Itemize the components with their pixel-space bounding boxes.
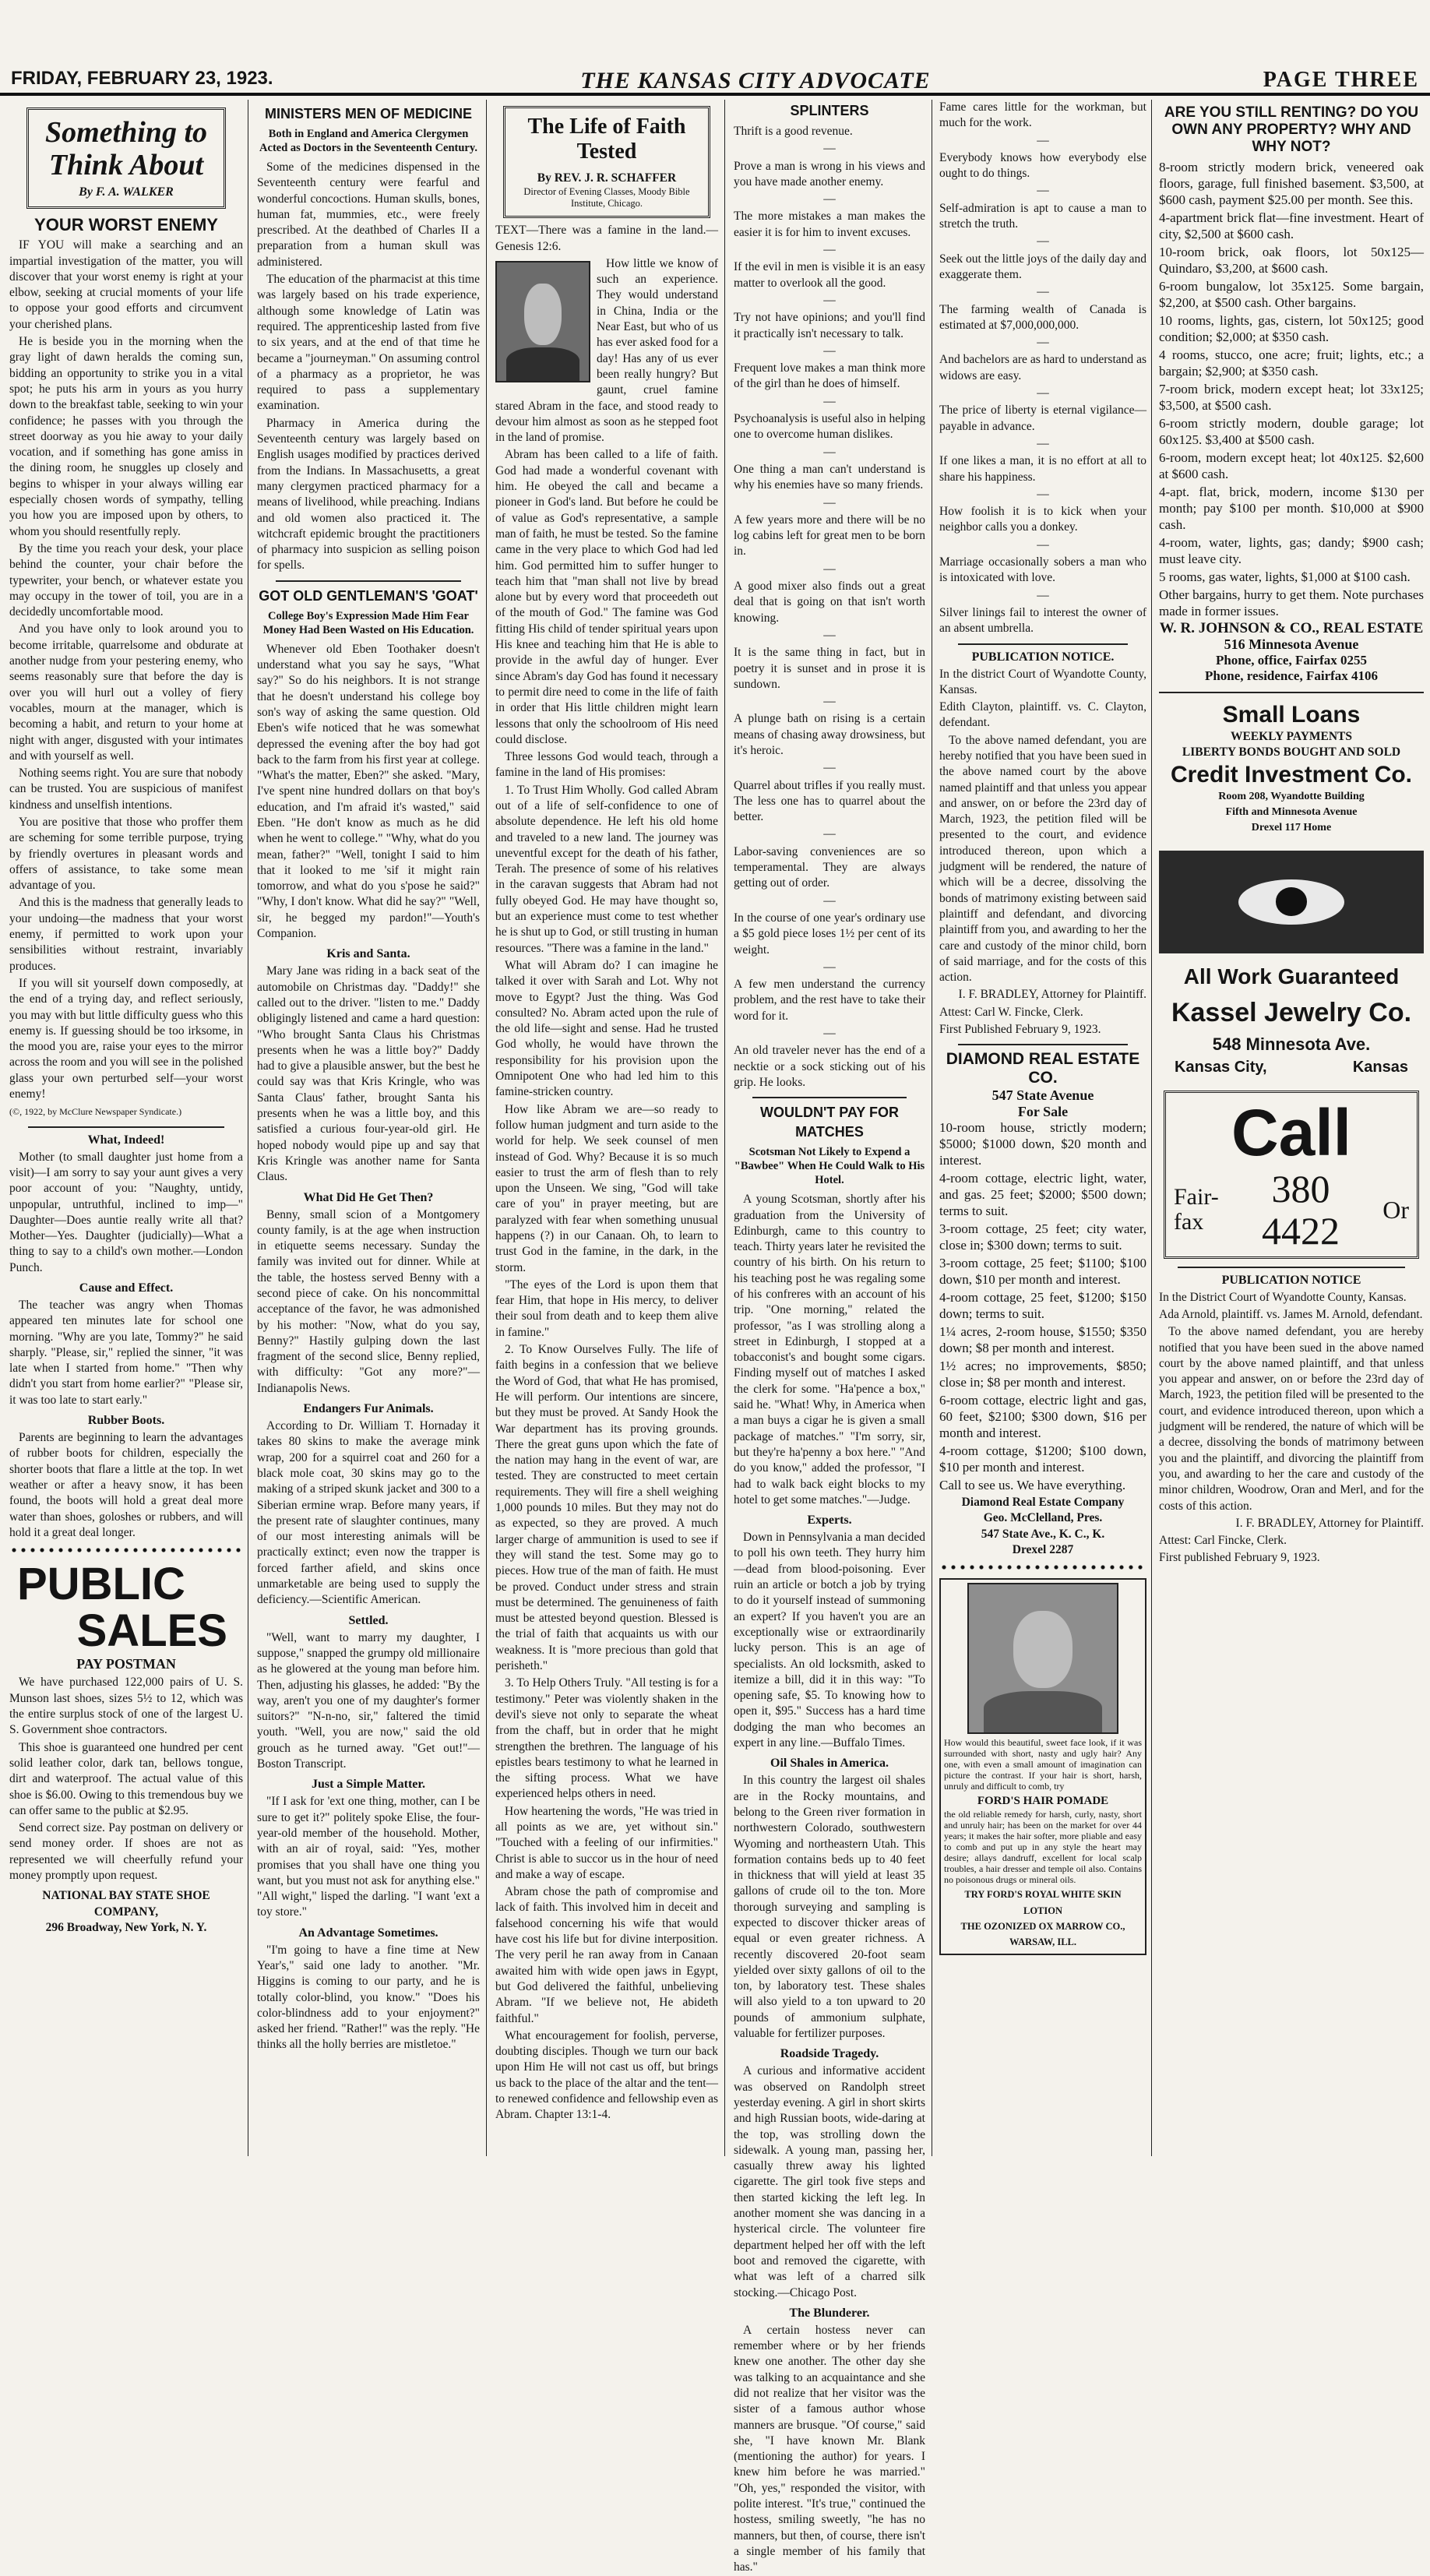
item-separator: — bbox=[1037, 336, 1049, 350]
ad-city-row bbox=[1159, 1056, 1424, 1078]
paragraph: Parents are beginning to learn the advantages of rubber boots for children, especially the shorter boots that flare a little at the top. In wet weather or after a heavy snow, it has been found, the boots will hold a great deal more water than shoes, goloshes or rubbers, and will hold it a great deal longer. bbox=[9, 1431, 243, 1539]
divider bbox=[1178, 1267, 1405, 1268]
call-ad bbox=[1164, 1091, 1419, 1259]
splinter-item: A good mixer also finds out a great deal that is going on that isn't worth knowing. bbox=[734, 580, 925, 625]
ad-city: Kansas City, bbox=[1175, 1058, 1267, 1076]
paragraph: According to Dr. William T. Hornaday it takes 80 skins to make the average mink wrap, 200 for a squirrel coat and 260 for a black mole coat, 30 skins may go to the making of a striped skunk jacket and 300 to a Siberian ermine wrap. Before many years, if the present rate of slaughter continues, many of our most interesting animals will be practically extinct; even now the trapper is forced farther afield, and skins once unmarketable are being used to supply the deficiency.—Scientific American. bbox=[257, 1419, 480, 1607]
ad-address: 516 Minnesota Avenue bbox=[1224, 636, 1359, 653]
item-separator: — bbox=[823, 445, 836, 459]
short-item: Fame cares little for the workman, but much for the work. bbox=[939, 100, 1146, 130]
paragraph: 3. To Help Others Truly. "All testing is for a testimony." Peter was violently shaken in the devil's sieve not only to separate the wheat from the chaff, but in order that he might strengthen the brethren. The language of his epistles bears testimony to what he learned in the sifting process. What we have experienced helps others in need. bbox=[495, 1676, 718, 1801]
splinter-item: Try not have opinions; and you'll find it practically isn't necessary to talk. bbox=[734, 311, 925, 340]
paragraph: A certain hostess never can remember where or by her friends knew one another. The other day she was talking to an acquaintance and she did not realize that her visitor was the sister of a famous author whose manners are brusque. "Of course," said she, "I have known Mr. Blank (mentioning the author) for years. I knew him before he was married." "Oh, yes," responded the visitor, with polite interest. "It's true," continued the hostess, smiling sweetly, "he has no manners, but then, of course, there isn't a single member of his family that has." bbox=[734, 2323, 925, 2574]
masthead-date: FRIDAY, FEBRUARY 23, 1923. bbox=[11, 68, 273, 89]
item-separator: — bbox=[823, 344, 836, 358]
call-number-1: 380 bbox=[1271, 1166, 1330, 1210]
splinter-item: Psychoanalysis is useful also in helping one to overcome human dislikes. bbox=[734, 412, 925, 442]
item-separator: — bbox=[823, 695, 836, 709]
notice-body: To the above named defendant, you are hereby notified that you have been sued in the above named court by the above named plaintiff and that unless you appear and answer, on or before the 23rd day of March, 1923, the petition filed will be presented to the court, and evidence introduced thereon, upon which a judgment will be rendered, the nature of which will be a decree, dissolving the bonds of matrimony existing between said plaintiff and defendant, and divorcing plaintiff from you, and awarding to her the care and custody of the minor child, born of said marriage, and for the costs of this action. bbox=[939, 733, 1146, 985]
ad-state: Kansas bbox=[1352, 1058, 1408, 1076]
paragraph: How heartening the words, "He was tried in all points as we are, yet without sin." "Touched with a feeling of our infirmities." Christ is able to succor us in the hour of need and make a way of escape. bbox=[495, 1804, 718, 1881]
ad-address: 296 Broadway, New York, N. Y. bbox=[45, 1920, 207, 1934]
item-separator: — bbox=[823, 142, 836, 156]
ad-subtitle: PAY POSTMAN bbox=[76, 1656, 176, 1672]
column-rule bbox=[486, 100, 487, 2156]
call-number-2: 4422 bbox=[1261, 1208, 1340, 1253]
splinter-item: The more mistakes a man makes the easier it is for him to invent excuses. bbox=[734, 210, 925, 239]
item-separator: — bbox=[1037, 386, 1049, 400]
ad-footer: TRY FORD'S ROYAL WHITE SKIN LOTION bbox=[964, 1889, 1122, 1916]
call-exchange bbox=[1174, 1185, 1219, 1235]
item-separator: — bbox=[1037, 588, 1049, 602]
paragraph: How little we know of such an experience. They would understand in China, India or the Near East, but who of us has ever asked food for a day! Has any of us ever been really hungry? But gaunt, cruel famine stared Abram in the face, and stood ready to devour him almost as soon as he stepped foot in the land of promise. bbox=[495, 256, 718, 445]
paragraph: Whenever old Eben Toothaker doesn't understand what you say he says, "What say?" So do his neighbors. It is not strange that he doesn't understand his college boy son's way of asking the same question. Old Eben's wife noticed that he was somewhat depressed the evening after the boy had got back to the farm from his first year at college. "What's the matter, Eben?" she asked. "Mary, I've spent nine hundred dollars on that boy's education, and I'm afraid it's wasted," said Eben. "He don't know as much as he did when he went to college." "Why, what do you mean, father?" "Well, tonight I said to him that it looked to me 'sif it might rain tomorrow, and what do you s'pose he said?" "Why, I don't know. What did he say?" "Well, sir, he begged my pardon!"—Youth's Companion. bbox=[257, 642, 480, 941]
portrait-face bbox=[1013, 1611, 1072, 1688]
splinter-item: In the course of one year's ordinary use a $5 gold piece loses 1½ per cent of its weight. bbox=[734, 911, 925, 957]
notice-attest: Attest: Carl Fincke, Clerk. bbox=[1159, 1534, 1287, 1548]
article-headline: YOUR WORST ENEMY bbox=[34, 215, 218, 235]
item-separator: — bbox=[1037, 184, 1049, 198]
splinter-item: Labor-saving conveniences are so temperamental. They are always getting out of order. bbox=[734, 844, 925, 890]
item-separator: — bbox=[823, 562, 836, 576]
subheading: Roadside Tragedy. bbox=[780, 2047, 879, 2061]
article-deck: Both in England and America Clergymen Acted as Doctors in the Seventeenth Century. bbox=[259, 128, 477, 154]
ad-note: Other bargains, hurry to get them. Note purchases made in former issues. bbox=[1159, 587, 1424, 618]
ad-title: Small Loans bbox=[1222, 702, 1361, 728]
item-separator: — bbox=[823, 893, 836, 907]
listing-item: 10-room house, strictly modern; $5000; $1000 down, $20 month and interest. bbox=[939, 1119, 1146, 1168]
paragraph: 1. To Trust Him Wholly. God called Abram out of a life of self-confidence to one of absolute dependence. He left his old home and traveled to a new land. The journey was uneventful except for the death of his father, Terah. The presence of some of his relatives in the caravan suggests that Abram had not fully obeyed God. He may have thought so, but an experience must come to test whether he is shut up to God, or still trusting in human resources. "There was a famine in the land." bbox=[495, 783, 718, 955]
property-item: 6-room bungalow, lot 35x125. Some bargain, $2,200, at $500 cash. Other bargains. bbox=[1159, 279, 1424, 310]
divider bbox=[752, 1097, 907, 1098]
column-4 bbox=[734, 100, 925, 2574]
property-item: 5 rooms, gas water, lights, $1,000 at $100 cash. bbox=[1159, 569, 1411, 584]
subheading: Rubber Boots. bbox=[87, 1414, 165, 1428]
property-item: 6-room, modern except heat; lot 40x125. $2,600 at $600 cash. bbox=[1159, 450, 1424, 481]
ad-address: 548 Minnesota Ave. bbox=[1212, 1034, 1371, 1054]
article-headline: WOULDN'T PAY FOR MATCHES bbox=[760, 1105, 899, 1140]
paragraph: Some of the medicines dispensed in the Seventeenth century were fearful and wonderful concoctions. Human skulls, bones, human fat, mummies, etc., were freely prescribed. At the deathbed of Charles II a preparation from a human skull was administered. bbox=[257, 160, 480, 269]
divider bbox=[958, 643, 1128, 645]
portrait-coat bbox=[506, 347, 579, 381]
short-items-list bbox=[939, 100, 1146, 637]
item-separator: — bbox=[823, 960, 836, 974]
ad-title-sales: SALES bbox=[76, 1605, 227, 1657]
article-deck: College Boy's Expression Made Him Fear Money Had Been Wasted on His Education. bbox=[262, 609, 474, 636]
paragraph: What encouragement for foolish, perverse, doubting disciples. Though we turn our back upon Him He will not cast us off, but brings us back to the place of the altar and the tent—to renewed confidence and fellowship even as Abram. Chapter 13:1-4. bbox=[495, 2028, 718, 2122]
item-separator: — bbox=[1037, 436, 1049, 450]
property-item: 6-room strictly modern, double garage; lot 60x125. $3,400 at $500 cash. bbox=[1159, 416, 1424, 447]
splinter-item: Thrift is a good revenue. bbox=[734, 125, 853, 138]
subheading: What Did He Get Then? bbox=[303, 1190, 434, 1204]
paragraph: How like Abram we are—so ready to follow human judgment and turn aside to the world for help. We seek counsel of men instead of God. Why? Because it is so much easier to trust the arm of flesh than to rely upon the Unseen. We sing, "God will take care of you" in prayer meeting, but are paralyzed with fear when something unusual happens (?) in our Canaan. Oh, to learn to trust God in the famine, in the dark, in the storm. bbox=[495, 1102, 718, 1274]
kassel-jewelry-ad bbox=[1159, 961, 1424, 1078]
splinter-item: Frequent love makes a man think more of the girl than he does of himself. bbox=[734, 361, 925, 391]
paragraph: Benny, small scion of a Montgomery county family, is at the age when instruction in etiquette seems necessary. Sunday the family was invited out for dinner. While at the table, the hostess served Benny with a second piece of cake. On his noncommittal acceptance of the favor, he was admonished by his mother: "Now, what do you say, Benny?" Hastily gulping down the last fragment of the second slice, Benny replied, with difficulty: "Got any more?"—Indianapolis News. bbox=[257, 1207, 480, 1395]
item-separator: — bbox=[823, 1027, 836, 1041]
column-rule bbox=[724, 100, 725, 2156]
paragraph: 2. To Know Ourselves Fully. The life of faith begins in a confession that we believe the Word of God, that what He has promised, He will perform. Our intentions are sincere, but they must be proved. At Sandy Hook the War department has its proving grounds. There the great guns upon which the fate of the nation may hang in the event of war, are tested. They are constructed to meet certain requirements. They will fire a shell weighing 1,000 pounds 10 miles. But they may not do as expected, so they are proved. A much larger charge of ammunition is used to see if they will stand the test. Some may go to pieces. How true of the man of faith. He must be proved. Conduct under stress and strain must be determined. The genuineness of faith must be attested beyond question. Blessed is the trial of faith that acquaints us with our weakness. It is "more precious than gold that perisheth." bbox=[495, 1343, 718, 1673]
splinter-item: Prove a man is wrong in his views and you have made another enemy. bbox=[734, 159, 925, 189]
call-fax: fax bbox=[1174, 1208, 1204, 1235]
listing-item: 3-room cottage, 25 feet; $1100; $100 down, $10 per month and interest. bbox=[939, 1255, 1146, 1287]
paragraph: By the time you reach your desk, your place behind the counter, your chair before the typewriter, your bench, or whatever estate you may occupy in the tower of toil, you are in a decidedly uncomfortable mood. bbox=[9, 541, 243, 619]
paragraph: He is beside you in the morning when the gray light of dawn heralds the coming sun, bidding an opportunity to strike you in a vital spot; he puts his arm in yours as you hurry down to the breakfast table, seeking to win your confidence; he passes with you through the street doorway as you hie away to your daily vocation, and if something has gone amiss in the dining room, he snuggles up closely and begins to whisper in your always willing ear especially chosen words of sympathy, telling you how you are imposed upon by others, to whom you should resentfully reply. bbox=[9, 335, 243, 538]
subheading: Cause and Effect. bbox=[79, 1281, 174, 1295]
call-fair: Fair- bbox=[1174, 1183, 1219, 1210]
paragraph: Abram chose the path of compromise and lack of faith. This involved him in deceit and falsehood concerning his wife that would have cost his life but for divine interposition. The very peril he ran away from in Canaan awaited him with wide open jaws in Egypt, but God delivered the faithful, unbelieving Abram. "If we believe not, He abideth faithful." bbox=[495, 1885, 718, 2025]
property-item: 4 rooms, stucco, one acre; fruit; lights, etc.; a bargain; $2,900; at $350 cash. bbox=[1159, 347, 1424, 379]
small-loans-ad bbox=[1159, 701, 1424, 836]
ad-president: Geo. McClelland, Pres. bbox=[983, 1511, 1103, 1525]
paragraph: "The eyes of the Lord is upon them that fear Him, that hope in His mercy, to deliver their soul from death and to keep them alive in famine." bbox=[495, 1277, 718, 1339]
item-separator: — bbox=[1037, 537, 1049, 551]
ad-title: DIAMOND REAL ESTATE CO. bbox=[946, 1050, 1140, 1087]
notice-attest: Attest: Carl W. Fincke, Clerk. bbox=[939, 1005, 1083, 1019]
dotted-border bbox=[9, 1545, 243, 1556]
item-separator: — bbox=[1037, 285, 1049, 299]
paragraph: You are positive that those who proffer them are scheming for some terrible purpose, trying by friendly overtures in pleasant words and offers of assistance, to take some mean advantage of you. bbox=[9, 815, 243, 893]
ad-firm: Kassel Jewelry Co. bbox=[1171, 997, 1412, 1027]
splinter-item: A few years more and there will be no log cabins left for great men to be born in. bbox=[734, 513, 925, 559]
subheading: Experts. bbox=[807, 1514, 852, 1528]
paragraph: The teacher was angry when Thomas appeared ten minutes late for school one morning. "Why are you late, Tommy?" he said sharply. "Please, sir," replied the sinner, "it was late when I started from home." "Then why didn't you start from home earlier?" "Please sir, it was too late to start early." bbox=[9, 1299, 243, 1407]
item-separator: — bbox=[823, 761, 836, 775]
listing-item: 6-room cottage, electric light and gas, 60 feet, $2100; $300 down, $16 per month and interest. bbox=[939, 1392, 1146, 1440]
short-item: The farming wealth of Canada is estimated at $7,000,000,000. bbox=[939, 302, 1146, 332]
hair-pomade-ad bbox=[939, 1578, 1146, 1954]
call-or: Or bbox=[1382, 1195, 1409, 1224]
ad-title-public: PUBLIC bbox=[17, 1559, 185, 1610]
listing-item: 1¼ acres, 2-room house, $1550; $350 down; $8 per month and interest. bbox=[939, 1323, 1146, 1355]
ad-phone: Drexel 2287 bbox=[1012, 1542, 1074, 1556]
short-item: How foolish it is to kick when your neighbor calls you a donkey. bbox=[939, 505, 1146, 534]
listing-item: 4-room cottage, 25 feet, $1200; $150 down; terms to suit. bbox=[939, 1289, 1146, 1321]
ad-subtitle: WEEKLY PAYMENTS bbox=[1230, 730, 1353, 744]
item-separator: — bbox=[823, 827, 836, 841]
ad-phone: Phone, residence, Fairfax 4106 bbox=[1204, 668, 1379, 683]
ad-address: Room 208, Wyandotte Building bbox=[1218, 790, 1365, 802]
ad-caption: How would this beautiful, sweet face look, if it was surrounded with short, nasty and ugly hair? Any one, with even a small amount of imagination can picture the contrast. If your hair is short, harsh, unruly and difficult to comb, try bbox=[944, 1737, 1142, 1792]
call-word: Call bbox=[1231, 1095, 1352, 1169]
paragraph: If you will sit yourself down composedly, at the end of a trying day, and reflect seriously, you may with but little difficulty guess who this enemy is. If guessing should be too irksome, in the mood you are, raise your eyes to the mirror across the room and you will see in the polished glass your own perturbed self—your worst enemy! bbox=[9, 976, 243, 1101]
item-separator: — bbox=[823, 628, 836, 642]
paragraph: Three lessons God would teach, through a famine in the land of His promises: bbox=[495, 750, 718, 780]
divider bbox=[28, 1126, 224, 1128]
ad-firm: W. R. JOHNSON & CO., REAL ESTATE bbox=[1159, 620, 1424, 636]
subheading: What, Indeed! bbox=[87, 1133, 165, 1147]
paragraph: The education of the pharmacist at this time was largely based on his trade experience, although some knowledge of Latin was required. The apprenticeship lasted from five to six years, and at the end of that time he became a "journeyman." On assuming control of a pharmacy as a proprietor, he was required to pass a supplementary examination. bbox=[257, 273, 480, 413]
notice-court: In the district Court of Wyandotte County, Kansas. bbox=[939, 667, 1146, 696]
paragraph: Down in Pennsylvania a man decided to poll his own teeth. They hurry him—dead from blood-poisoning. Ever ruin an article or botch a job by trying to do it yourself instead of summoning an expert? If you haven't you are an exceptionally wise or extraordinarily lucky person. This is an age of specialists. An old locksmith, asked to itemize a bill, did it in this way: "To opening safe, $5. To knowing how to open it, $95." Success has a hard time dodging the man who becomes an expert in any line.—Buffalo Times. bbox=[734, 1531, 925, 1750]
paragraph: Abram has been called to a life of faith. God had made a wonderful covenant with him. He obeyed the call and became a pioneer in God's land. But before he could be of value as God's representative, a sample man of faith, he must be tested. So the famine came in the very place to which God had led him. God permitted him to suffer hunger to teach him that "man shall not live by bread alone but by every word that proceedeth out of the mouth of God." The famine was God fitting His child of tender spiritual years upon His knee and teaching him that He is able to provide in the awful day of hunger. Ever since Abram's day God has found it necessary to permit dire need to come in the life of faith in order that His little children might learn lessons that only the schoolroom of His need could disclose. bbox=[495, 448, 718, 746]
diamond-real-estate-ad bbox=[939, 1050, 1146, 1558]
splinter-item: A few men understand the currency problem, and the rest have to take their word for it. bbox=[734, 978, 925, 1023]
property-item: 8-room strictly modern brick, veneered oak floors, garage, full finished basement. $3,500, at $600 cash, payment $25.00 per month. See this. bbox=[1159, 160, 1424, 207]
short-item: Silver linings fail to interest the owner of an absent umbrella. bbox=[939, 605, 1146, 636]
divider bbox=[276, 580, 461, 582]
divider bbox=[958, 1044, 1128, 1045]
dotted-border bbox=[939, 1563, 1146, 1573]
notice-body: To the above named defendant, you are hereby notified that you have been sued in the above named court by the above named plaintiff, and that unless you appear and answer, on or before the 23rd day of March, 1923, the petition filed will be presented to the court, and evidence introduced thereon, upon which a judgment will be rendered, the nature of which will be a decree, dissolving the bonds of matrimony between you and the plaintiff, and divorcing the plaintiff from you, and awarding to her the care and custody of the minor children, Woodrow, Oran and Merl, and for the costs of this action. bbox=[1159, 1325, 1424, 1513]
short-item: The price of liberty is eternal vigilance—payable in advance. bbox=[939, 403, 1146, 433]
box-byline: By F. A. WALKER bbox=[79, 185, 174, 199]
copyright-line: (©, 1922, by McClure Newspaper Syndicate.) bbox=[9, 1106, 182, 1118]
masthead-page: PAGE THREE bbox=[1263, 68, 1419, 92]
paragraph: This shoe is guaranteed one hundred per cent solid leather color, dark tan, bellows tongue, dirt and waterproof. The actual value of this shoe is $6.00. Owing to this tremendous buy we can offer same to the public at $2.95. bbox=[9, 1740, 243, 1817]
ad-subtitle: LIBERTY BONDS BOUGHT AND SOLD bbox=[1182, 745, 1401, 759]
ad-firm: Credit Investment Co. bbox=[1170, 761, 1413, 788]
subheading: Kris and Santa. bbox=[326, 947, 410, 961]
short-item: Marriage occasionally sobers a man who is intoxicated with love. bbox=[939, 555, 1146, 585]
ad-company: THE OZONIZED OX MARROW CO., WARSAW, ILL. bbox=[960, 1921, 1125, 1948]
notice-signature: I. F. BRADLEY, Attorney for Plaintiff. bbox=[958, 988, 1146, 1002]
splinters-headline: SPLINTERS bbox=[790, 103, 869, 118]
call-numbers bbox=[1174, 1168, 1409, 1252]
paragraph: A young Scotsman, shortly after his graduation from the University of Edinburgh, came to this country to teach. Thirty years later he revisited the country of his birth. On his return to his teaching post he was regaling some of his confreres with an account of his trip. "One morning," related the professor, "as I was strolling along a street in Edinburgh, I stopped at a tobacconist's and bought some cigars. Finding myself out of matches I asked the clerk for some. "Ha'pence a box," said he. "What! Why, in America when a man buys a cigar he is given a small package of matches." "I'm sorry, sir, but they're ha'penny a box here." "And do you know," added the professor, "I had to walk back eight blocks to my hotel to get some matches."—Judge. bbox=[734, 1193, 925, 1506]
life-of-faith-box bbox=[503, 106, 710, 218]
ad-body: the old reliable remedy for harsh, curly, nasty, short and unruly hair; has been on the market for over 44 years; it makes the hair softer, more pliable and easy to comb and put up in any style the heart may desire; allays dandruff, excellent for local scalp troubles, a hair dresser and temple oil also. Contains no poisonous drugs or mineral oils. bbox=[944, 1809, 1142, 1886]
column-2 bbox=[257, 100, 480, 2156]
listing-item: 3-room cottage, 25 feet; city water, close in; $300 down; terms to suit. bbox=[939, 1221, 1146, 1253]
item-separator: — bbox=[823, 192, 836, 206]
subheading: Endangers Fur Animals. bbox=[303, 1402, 434, 1416]
paragraph: Mary Jane was riding in a back seat of the automobile on Christmas day. "Daddy!" she called out to the driver. "listen to me." Daddy obligingly listened and came a hard question: "Who brought Santa Claus his Christmas presents when he was a little boy?" Daddy had to give a plausible answer, but the best he could say was that Kris Kringle, who was Santa Claus' father, brought Santa his presents when he was a little boy, and this satisfied a curious four-year-old girl. He hoped nobody would pipe up and say that Kris Kringle was another name for Santa Claus. bbox=[257, 964, 480, 1184]
box-credit: Director of Evening Classes, Moody Bible Institute, Chicago. bbox=[523, 186, 690, 210]
listing-item: 4-room cottage, $1200; $100 down, $10 per month and interest. bbox=[939, 1443, 1146, 1475]
splinter-item: A plunge bath on rising is a certain means of chasing away drowsiness, but it's heroic. bbox=[734, 712, 925, 757]
article-headline: ARE YOU STILL RENTING? DO YOU OWN ANY PROPERTY? WHY AND WHY NOT? bbox=[1164, 104, 1419, 155]
masthead bbox=[0, 66, 1430, 96]
item-separator: — bbox=[823, 495, 836, 509]
paragraph: In this country the largest oil shales are in the Rocky mountains, and belong to the Green river formation in northwestern Colorado, southwestern Wyoming and northeastern Utah. This formation contains beds up to 40 feet in thickness that will yield at least 35 gallons of crude oil to the ton. More thorough surveying and sampling is expected to discover thicker areas of equal or even greater richness. A recently discovered 20-foot seam yielded over sixty gallons of oil to the ton, by laboratory test. These shales will also yield to a ton upward to 20 pounds of ammonium sulphate, valuable for fertilizer purposes. bbox=[734, 1774, 925, 2041]
short-item: If one likes a man, it is no effort at all to share his happiness. bbox=[939, 454, 1146, 484]
listing-item: 4-room cottage, electric light, water, and gas. 25 feet; $2000; $500 down; terms to suit. bbox=[939, 1170, 1146, 1218]
portrait-hair bbox=[984, 1691, 1102, 1732]
item-separator: — bbox=[823, 243, 836, 257]
paragraph: "If I ask for 'ext one thing, mother, can I be sure to get it?" politely spoke Elise, the four-year-old member of the household. Mother, with an air of royal, said: "Yes, mother promises that you shall have one thing you want, but you must not ask for anything else." "All wight," lisped the darling. "I want 'ext a toy store." bbox=[257, 1795, 480, 1919]
short-item: Everybody knows how everybody else ought to do things. bbox=[939, 150, 1146, 181]
column-6 bbox=[1159, 100, 1424, 2156]
notice-signature: I. F. BRADLEY, Attorney for Plaintiff. bbox=[1235, 1516, 1424, 1530]
public-sales-ad bbox=[9, 1561, 243, 1936]
article-headline: MINISTERS MEN OF MEDICINE bbox=[264, 106, 472, 122]
ad-firm: Diamond Real Estate Company bbox=[961, 1495, 1125, 1509]
notice-parties: Edith Clayton, plaintiff. vs. C. Clayton, defendant. bbox=[939, 700, 1146, 730]
short-item: Self-admiration is apt to cause a man to stretch the truth. bbox=[939, 201, 1146, 231]
listing-list bbox=[939, 1119, 1146, 1475]
column-3 bbox=[495, 100, 718, 2156]
notice-title: PUBLICATION NOTICE bbox=[1221, 1273, 1361, 1287]
subheading: Settled. bbox=[348, 1613, 389, 1627]
notice-title: PUBLICATION NOTICE. bbox=[971, 650, 1115, 664]
column-5 bbox=[939, 100, 1146, 2156]
paragraph: And this is the madness that generally leads to your undoing—the madness that your worst enemy, if permitted to work upon your sensibilities without restraint, invariably produces. bbox=[9, 896, 243, 973]
property-item: 7-room brick, modern except heat; lot 33x125; $3,500, at $500 cash. bbox=[1159, 382, 1424, 413]
subheading: An Advantage Sometimes. bbox=[298, 1926, 439, 1940]
subheading: Oil Shales in America. bbox=[770, 1757, 889, 1771]
paragraph: Send correct size. Pay postman on delivery or send money order. If shoes are not as represented we will cheerfully refund your money promptly upon request. bbox=[9, 1821, 243, 1883]
property-item: 4-apartment brick flat—fine investment. Heart of city, $2,500 at $600 cash. bbox=[1159, 210, 1424, 241]
splinter-item: One thing a man can't understand is why his enemies have so many friends. bbox=[734, 462, 925, 492]
eye-illustration bbox=[1159, 851, 1424, 953]
something-to-think-about-box bbox=[26, 107, 226, 209]
paragraph: "I'm going to have a fine time at New Year's," said one lady to another. "Mr. Higgins is coming to our party, and he is totally color-blind, you know." "Does his color-blindness add to your enjoyment?" asked her friend. "Rather!" was the reply. "He thinks all the holly berries are mistletoe." bbox=[257, 1943, 480, 2052]
property-list bbox=[1159, 159, 1424, 585]
splinter-item: An old traveler never has the end of a necktie or a sock sticking out of his grip. He looks. bbox=[734, 1044, 925, 1089]
paragraph: A curious and informative accident was observed on Randolph street yesterday evening. A girl in short skirts and high Russian boots, wide-daring at the top, was strolling down the sidewalk. A young man, passing her, casually threw away his lighted cigarette. The girl took five steps and then started kicking the left leg. In another moment she was dancing in a hysterical circle. The volunteer fire department helped her off with the left boot and removed the cigarette, with what was left of a charred silk stocking.—Chicago Post. bbox=[734, 2064, 925, 2299]
masthead-title: THE KANSAS CITY ADVOCATE bbox=[580, 68, 931, 93]
item-separator: — bbox=[1037, 234, 1049, 248]
splinter-item: If the evil in men is visible it is an easy matter to overlook all the good. bbox=[734, 260, 925, 290]
scripture-text: TEXT—There was a famine in the land.—Genesis 12:6. bbox=[495, 224, 718, 253]
property-item: 4-apt. flat, brick, modern, income $130 per month; pay $100 per month. $10,000 at $900 cash. bbox=[1159, 485, 1424, 532]
article-headline: GOT OLD GENTLEMAN'S 'GOAT' bbox=[259, 587, 478, 604]
splinter-item: It is the same thing in fact, but in poetry it is sunset and in prose it is sundown. bbox=[734, 646, 925, 691]
item-separator: — bbox=[1037, 133, 1049, 147]
divider bbox=[1159, 692, 1424, 693]
paragraph: And you have only to look around you to become irritable, quarrelsome and obdurate at another nudge from your pestering enemy, who seems reasonably sure that before the day is over you will hurl out a volley of fiery vocables, mourn at the manager, which is becoming a habit, and return to your home at night with anger, disgusted with your intimates and with yourself as well. bbox=[9, 622, 243, 763]
box-title: The Life of Faith Tested bbox=[527, 115, 686, 164]
column-rule bbox=[1151, 100, 1152, 2156]
call-number-stack bbox=[1262, 1168, 1340, 1252]
box-byline: By REV. J. R. SCHAFFER bbox=[537, 171, 677, 185]
item-separator: — bbox=[1037, 487, 1049, 501]
short-item: Seek out the little joys of the daily day and exaggerate them. bbox=[939, 252, 1146, 281]
splinters-list bbox=[734, 124, 925, 1091]
ad-address: Fifth and Minnesota Avenue bbox=[1225, 806, 1358, 819]
paragraph: IF YOU will make a searching and an impartial investigation of the matter, you will discover that your worst enemy is right at your elbow, seeking at crucial moments of your life to oppose your good efforts and circumvent your cherished plans. bbox=[9, 238, 243, 331]
ad-address: 547 State Ave., K. C., K. bbox=[981, 1527, 1105, 1541]
ad-company: NATIONAL BAY STATE SHOE COMPANY, bbox=[42, 1889, 210, 1919]
paragraph: "Well, want to marry my daughter, I suppose," snapped the grumpy old millionaire as he glowered at the young man before him. Then, adjusting his glasses, he added: "By the way, aren't you one of my daughter's former suitors?" "N-n-no, sir," faltered the timid youth. "Well, you are now," said the old grouch as he turned away. "Get out!"—Boston Transcript. bbox=[257, 1630, 480, 1771]
paragraph: We have purchased 122,000 pairs of U. S. Munson last shoes, sizes 5½ to 12, which was the entire surplus stock of one of the largest U. S. Government shoe contractors. bbox=[9, 1676, 243, 1737]
ad-for-sale: For Sale bbox=[1017, 1103, 1069, 1119]
paragraph: Mother (to small daughter just home from a visit)—I am sorry to say your aunt gives a very poor account of you: "Naughty, untidy, unpopular, untruthful, inclined to imp—" Daughter—Does auntie really write all that? Mother—Yes. Daughter (judicially)—What a thing to say to a child's own mother.—London Punch. bbox=[9, 1150, 243, 1274]
box-title: Something to Think About bbox=[45, 116, 207, 181]
subheading: Just a Simple Matter. bbox=[311, 1778, 426, 1792]
subheading: The Blunderer. bbox=[789, 2306, 870, 2320]
portrait-face bbox=[524, 284, 561, 345]
paragraph: Pharmacy in America during the Seventeenth century was largely based on English usages modified by practices derived from the Indians. In Massachusetts, a great many clergymen practiced pharmacy for a means of livelihood, while preaching. Indians and old women also practiced it. The witchcraft epidemic brought the practitioners of pharmacy into suspicion as selling poison for spells. bbox=[257, 416, 480, 573]
product-name: FORD'S HAIR POMADE bbox=[977, 1795, 1109, 1808]
ad-call: Call to see us. We have everything. bbox=[939, 1477, 1126, 1492]
splinter-item: Quarrel about trifles if you really must. The less one has to quarrel about the better. bbox=[734, 778, 925, 824]
item-separator: — bbox=[823, 394, 836, 408]
listing-item: 1½ acres; no improvements, $850; close in; $8 per month and interest. bbox=[939, 1358, 1146, 1390]
paragraph: Nothing seems right. You are sure that nobody can be trusted. You are suspicious of manifest kindness and unselfish intentions. bbox=[9, 766, 244, 812]
notice-parties: Ada Arnold, plaintiff. vs. James M. Arnold, defendant. bbox=[1159, 1307, 1423, 1321]
ad-address: 547 State Avenue bbox=[991, 1087, 1094, 1104]
ad-line: All Work Guaranteed bbox=[1183, 964, 1400, 988]
paragraph: What will Abram do? I can imagine he talked it over with Sarah and Lot. Why not move to Egypt? Just the thing. Was God consulted? No. Abram acted upon the rule of the old life—sight and sense. Had he trusted God wholly, he would have thrown the responsibility for his provision upon the Omnipotent One who had led him to this famine-stricken country. bbox=[495, 958, 718, 1099]
property-item: 10-room brick, oak floors, lot 50x125—Quindaro, $3,200, at $600 cash. bbox=[1159, 245, 1424, 276]
woman-portrait bbox=[967, 1583, 1118, 1734]
notice-published: First Published February 9, 1923. bbox=[939, 1023, 1101, 1037]
ad-phone: Phone, office, Fairfax 0255 bbox=[1215, 652, 1368, 668]
notice-published: First published February 9, 1923. bbox=[1159, 1551, 1320, 1565]
notice-court: In the District Court of Wyandotte County, Kansas. bbox=[1159, 1290, 1407, 1304]
author-portrait bbox=[495, 261, 590, 382]
property-item: 4-room, water, lights, gas; dandy; $900 cash; must leave city. bbox=[1159, 535, 1424, 566]
article-deck: Scotsman Not Likely to Expend a "Bawbee" When He Could Walk to His Hotel. bbox=[734, 1146, 925, 1187]
ad-address: Drexel 117 Home bbox=[1251, 822, 1332, 834]
column-1 bbox=[9, 100, 243, 2156]
item-separator: — bbox=[823, 293, 836, 307]
short-item: And bachelors are as hard to understand as widows are easy. bbox=[939, 353, 1146, 382]
property-item: 10 rooms, lights, gas, cistern, lot 50x125; good condition; $2,000; at $350 cash. bbox=[1159, 313, 1424, 344]
